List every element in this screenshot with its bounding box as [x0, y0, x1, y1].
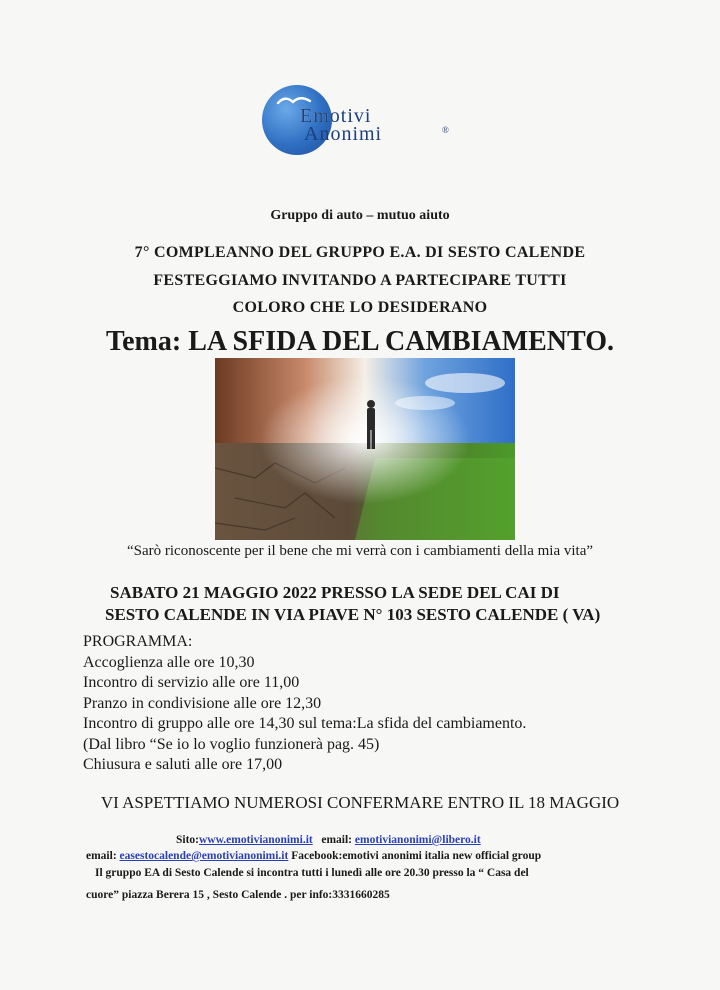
website-link[interactable]: www.emotivianonimi.it — [199, 834, 313, 846]
registered-mark: ® — [442, 125, 449, 135]
program-title: PROGRAMMA: — [83, 633, 193, 650]
email-label: email: — [312, 834, 355, 846]
rsvp-notice: VI ASPETTIAMO NUMEROSI CONFERMARE ENTRO IL 18 MAGGIO — [100, 793, 620, 812]
subtitle: Gruppo di auto – mutuo aiuto — [270, 208, 450, 223]
program-list — [83, 632, 683, 776]
group-email-link[interactable]: easestocalende@emotivianonimi.it — [119, 850, 289, 862]
program-item: Accoglienza alle ore 10,30 — [83, 653, 255, 671]
program-item: (Dal libro “Se io lo voglio funzionerà pag. 45) — [83, 735, 380, 753]
quote-text: “Sarò riconoscente per il bene che mi verrà con i cambiamenti della mia vita” — [126, 543, 594, 559]
footer-contacts-line — [176, 834, 481, 846]
site-label: Sito: — [176, 834, 199, 846]
event-date-line-1: SABATO 21 MAGGIO 2022 PRESSO LA SEDE DEL CAI DI — [110, 583, 560, 602]
program-item: Incontro di gruppo alle ore 14,30 sul tema:La sfida del cambiamento. — [83, 715, 527, 732]
change-illustration-image — [215, 358, 515, 540]
footer-meeting-info: Il gruppo EA di Sesto Calende si incontra tutti i lunedì alle ore 20.30 presso la “ Casa del — [95, 867, 529, 879]
program-item: Chiusura e saluti alle ore 17,00 — [83, 756, 283, 773]
emotivi-anonimi-logo — [262, 85, 462, 155]
tema-title: Tema: LA SFIDA DEL CAMBIAMENTO. — [106, 326, 614, 357]
email2-label: email: — [86, 850, 120, 862]
heading-line-1: 7° COMPLEANNO DEL GRUPPO E.A. DI SESTO CALENDE — [134, 244, 586, 261]
email-link[interactable]: emotivianonimi@libero.it — [354, 834, 481, 846]
program-item: Incontro di servizio alle ore 11,00 — [83, 674, 300, 691]
program-item: Pranzo in condivisione alle ore 12,30 — [83, 694, 322, 712]
footer-email-facebook-line — [86, 850, 541, 862]
logo-line1: Emotivi — [300, 105, 372, 127]
footer-address-info: cuore” piazza Berera 15 , Sesto Calende . per info:3331660285 — [86, 889, 390, 901]
event-date-line-2: SESTO CALENDE IN VIA PIAVE N° 103 SESTO CALENDE ( VA) — [105, 605, 601, 624]
heading-line-2: FESTEGGIAMO INVITANDO A PARTECIPARE TUTTI — [153, 272, 567, 289]
logo-line2: Anonimi — [304, 123, 383, 145]
facebook-text: Facebook:emotivi anonimi italia new official group — [288, 850, 542, 862]
heading-line-3: COLORO CHE LO DESIDERANO — [232, 299, 488, 316]
